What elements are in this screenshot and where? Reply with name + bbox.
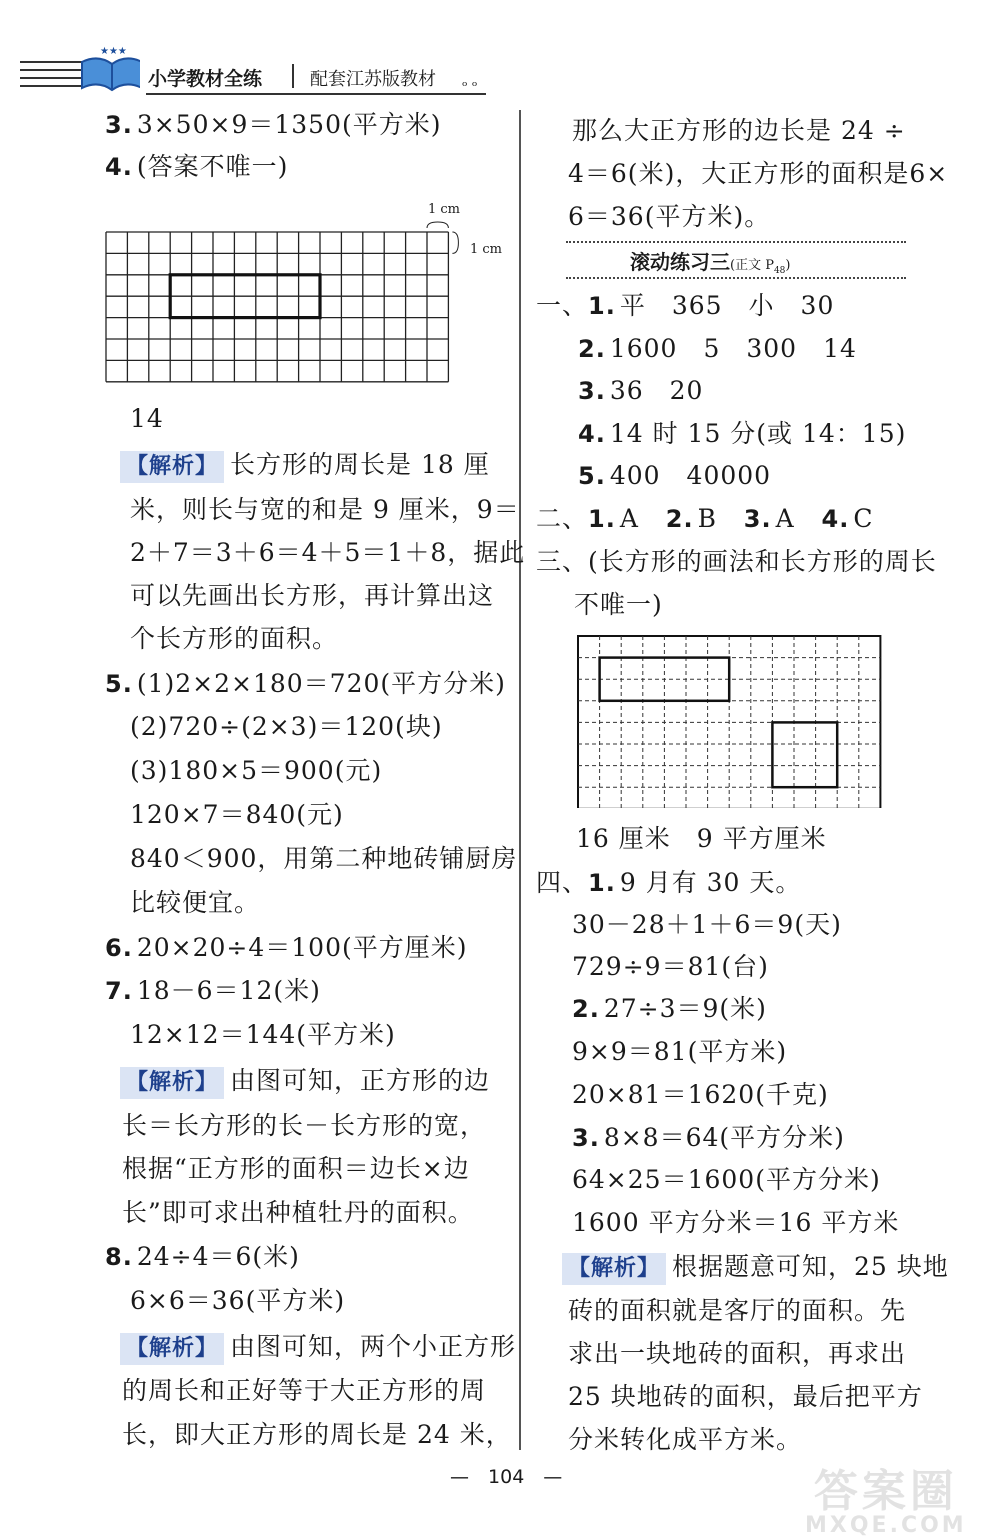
q5-line: 比较便宜。	[130, 888, 261, 917]
part3-grid-figure	[576, 634, 882, 808]
section-rule-top	[566, 241, 906, 243]
q7-analysis: 【解析】 由图可知，正方形的边	[120, 1060, 490, 1102]
drawn-square	[772, 722, 837, 787]
part4-line: 64×25＝1600(平方分米)	[572, 1165, 881, 1194]
q4-analysis-line: 可以先画出长方形，再计算出这	[130, 581, 495, 610]
q6: 6. 20×20÷4＝100(平方厘米)	[105, 933, 468, 962]
continuation-line: 4＝6(米)，大正方形的面积是6×	[568, 159, 949, 188]
q4-analysis-line: 2＋7＝3＋6＝4＋5＝1＋8，据此	[130, 538, 526, 567]
part4-line: 9×9＝81(平方米)	[572, 1037, 788, 1066]
part4-line: 729÷9＝81(台)	[572, 952, 769, 981]
part3-line: 不唯一)	[574, 590, 663, 619]
q8: 8. 24÷4＝6(米)	[105, 1242, 300, 1271]
q4: 4. (答案不唯一)	[105, 152, 289, 181]
part4-analysis-line: 分米转化成平方米。	[568, 1425, 803, 1454]
q7-line: 12×12＝144(平方米)	[130, 1020, 396, 1049]
column-divider	[519, 110, 521, 1450]
watermark	[805, 1455, 967, 1538]
header-divider	[292, 64, 294, 88]
watermark-url: MXQE.COM	[805, 1513, 967, 1538]
q4-analysis: 【解析】 长方形的周长是 18 厘	[120, 444, 490, 486]
part4-analysis-line: 25 块地砖的面积，最后把平方	[568, 1382, 923, 1411]
q7-analysis-line: 根据“正方形的面积＝边长×边	[122, 1154, 470, 1183]
continuation-line: 6＝36(平方米)。	[568, 202, 771, 231]
header-title: 小学教材全练	[148, 68, 263, 90]
brace-mark	[452, 232, 458, 253]
q5: 5. (1)2×2×180＝720(平方分米)	[105, 669, 506, 698]
part1-q4: 4. 14 时 15 分(或 14：15)	[578, 419, 907, 448]
grid-label-top: 1 cm	[428, 202, 461, 217]
q3: 3. 3×50×9＝1350(平方米)	[105, 110, 442, 139]
q8-analysis-line: 长，即大正方形的周长是 24 米，	[122, 1420, 512, 1449]
part2: 二、1. A 2. B 3. A 4. C	[536, 504, 874, 533]
header-underline	[146, 93, 486, 95]
q8-line: 6×6＝36(平方米)	[130, 1286, 346, 1315]
book-logo-icon	[20, 40, 140, 96]
q5-line: (3)180×5＝900(元)	[130, 756, 383, 785]
analysis-tag: 【解析】	[120, 1067, 224, 1099]
part4-q1: 四、1. 9 月有 30 天。	[536, 868, 802, 897]
part4-analysis-line: 砖的面积就是客厅的面积。先	[568, 1296, 907, 1325]
q7-analysis-line: 长”即可求出种植牡丹的面积。	[122, 1198, 474, 1227]
part4-line: 30－28＋1＋6＝9(天)	[572, 910, 842, 939]
section-heading: 滚动练习三(正文 $P_{48}$)	[630, 250, 791, 277]
section-rule-bottom	[566, 277, 906, 279]
part4-q3: 3. 8×8＝64(平方分米)	[572, 1123, 845, 1152]
page-number: — 104 —	[450, 1466, 563, 1488]
q5-line: (2)720÷(2×3)＝120(块)	[130, 712, 443, 741]
header-subtitle: 配套江苏版教材	[310, 69, 436, 90]
part1-q2: 2. 1600 5 300 14	[578, 334, 857, 363]
part1-q1: 一、1. 平 365 小 30	[536, 291, 835, 320]
watermark-logo-text: 答案圈	[813, 1466, 958, 1517]
grid-label-right: 1 cm	[470, 242, 503, 257]
part1-q3: 3. 36 20	[578, 376, 704, 405]
q5-line: 840＜900，用第二种地砖铺厨房	[130, 844, 518, 873]
part4-line: 1600 平方分米＝16 平方米	[572, 1208, 900, 1237]
brace-mark	[427, 222, 448, 228]
q4-analysis-line: 米，则长与宽的和是 9 厘米，9＝	[130, 495, 520, 524]
continuation-line: 那么大正方形的边长是 24 ÷	[572, 116, 906, 145]
analysis-tag: 【解析】	[120, 1333, 224, 1365]
q4-analysis-line: 个长方形的面积。	[130, 624, 339, 653]
q8-analysis-line: 的周长和正好等于大正方形的周	[122, 1376, 487, 1405]
q8-analysis: 【解析】 由图可知，两个小正方形	[120, 1326, 516, 1368]
part4-q2: 2. 27÷3＝9(米)	[572, 994, 767, 1023]
analysis-tag: 【解析】	[120, 451, 224, 483]
header-dots: ₒ ₒ	[462, 74, 478, 90]
svg-text:★★★: ★★★	[100, 46, 127, 57]
q5-line: 120×7＝840(元)	[130, 800, 344, 829]
part4-analysis: 【解析】 根据题意可知，25 块地	[562, 1246, 949, 1288]
q4-grid-figure	[100, 216, 480, 386]
part4-analysis-line: 求出一块地砖的面积，再求出	[568, 1339, 907, 1368]
part4-line: 20×81＝1620(千克)	[572, 1080, 829, 1109]
q4-answer: 14	[130, 404, 164, 433]
analysis-tag: 【解析】	[562, 1253, 666, 1285]
q7-analysis-line: 长＝长方形的长－长方形的宽，	[122, 1111, 487, 1140]
part1-q5: 5. 400 40000	[578, 461, 772, 490]
part3-answer: 16 厘米 9 平方厘米	[576, 824, 827, 853]
part3: 三、(长方形的画法和长方形的周长	[536, 547, 937, 576]
section-title: 滚动练习三	[630, 250, 730, 274]
q7: 7. 18－6＝12(米)	[105, 976, 321, 1005]
